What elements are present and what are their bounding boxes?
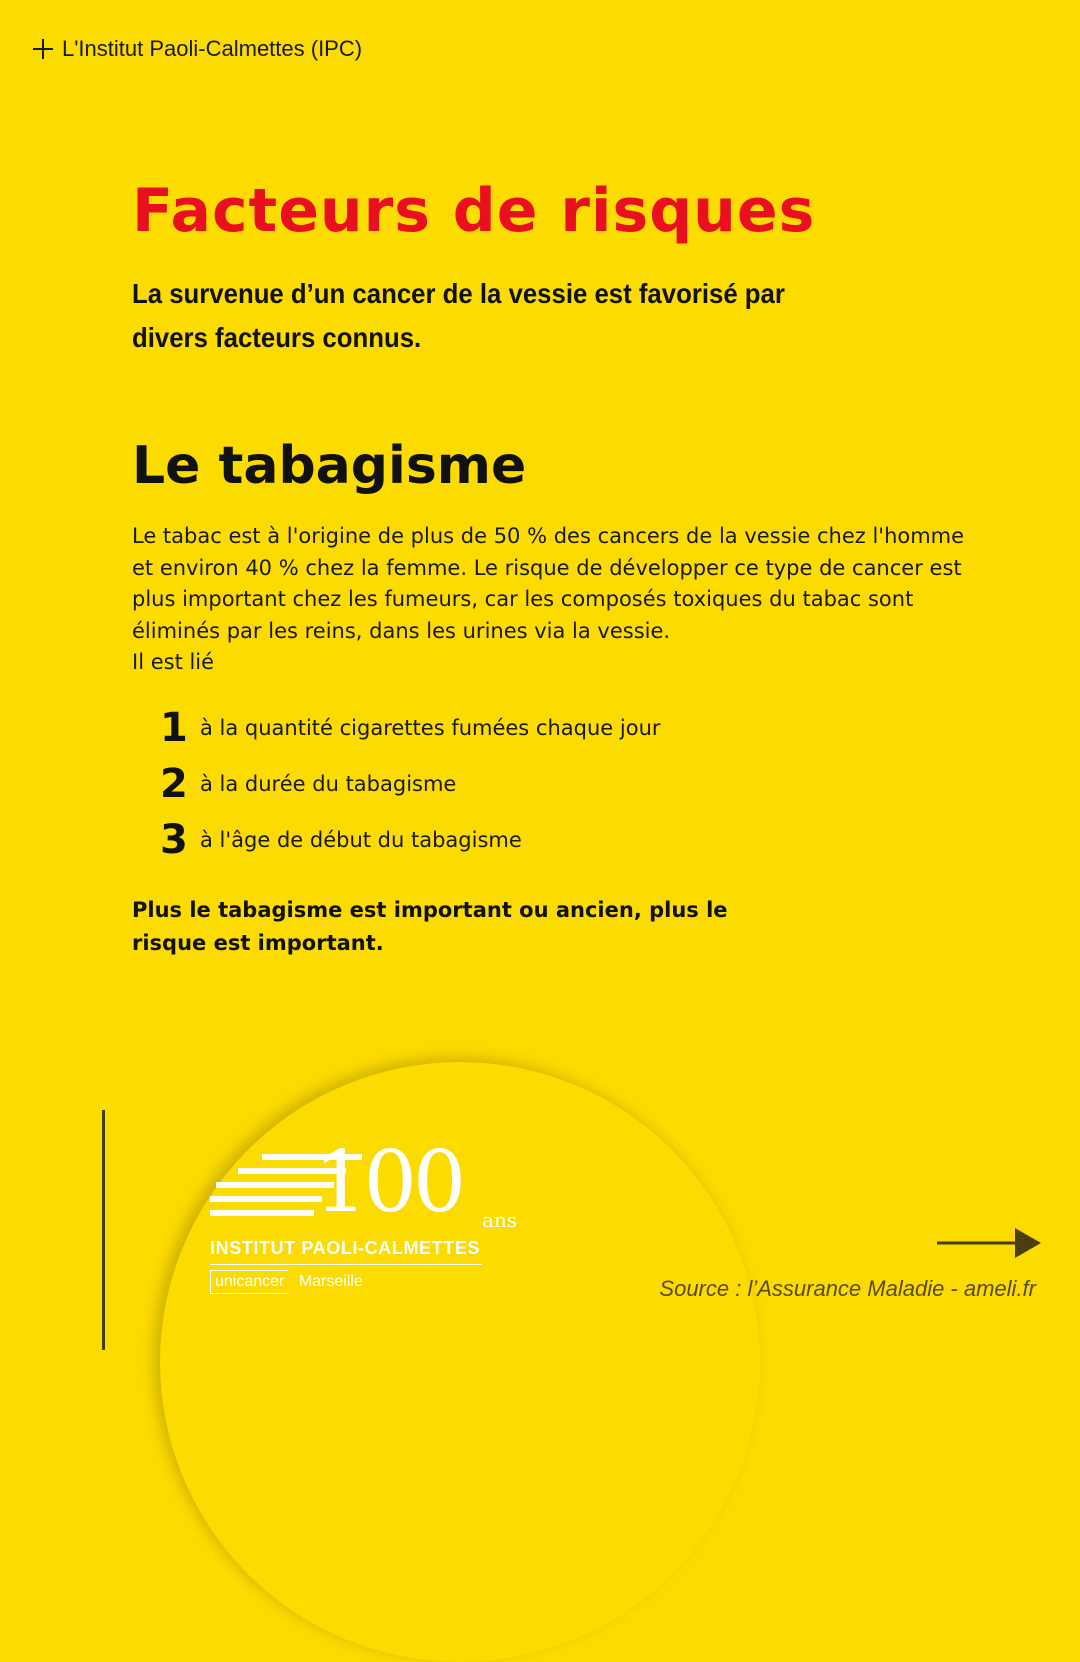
org-name: L'Institut Paoli-Calmettes (IPC) (62, 36, 363, 61)
list-item (160, 700, 661, 756)
risk-list (160, 700, 661, 868)
page-subtitle: La survenue d’un cancer de la vessie est favorisé par divers facteurs connus. (132, 278, 785, 353)
paragraph-text: Le tabac est à l'origine de plus de 50 % des cancers de la vessie chez l'homme et environ 40 % chez la femme. Le risque de développer ce type de cancer est plus important chez les fumeurs, car les composés toxiques du tabac sont éliminés par les reins, dans les urines via la vessie. (132, 524, 965, 643)
logo-network: unicancer (210, 1270, 288, 1294)
list-number: 1 (160, 705, 188, 751)
list-number: 3 (160, 817, 188, 863)
logo-city: Marseille (298, 1273, 363, 1290)
list-item (160, 756, 661, 812)
conclusion-text: Plus le tabagisme est important ou ancien, plus le risque est important. (132, 898, 728, 955)
ipc-100-logo (210, 1133, 540, 1310)
plus-icon (32, 38, 54, 60)
paragraph-lead: Il est lié (132, 650, 215, 674)
logo-hundred: 100 (314, 1133, 463, 1231)
source-text: Source : l’Assurance Maladie - ameli.fr (659, 1276, 1036, 1301)
arrow-right-icon[interactable] (937, 1226, 1041, 1260)
logo-name: INSTITUT PAOLI-CALMETTES (210, 1238, 481, 1258)
list-item (160, 812, 661, 868)
page-title: Facteurs de risques (132, 176, 816, 246)
section-heading: Le tabagisme (132, 436, 527, 496)
divider-line (102, 1110, 105, 1350)
list-text: à la durée du tabagisme (200, 772, 457, 796)
logo-ans: ans (482, 1208, 518, 1232)
list-text: à la quantité cigarettes fumées chaque jour (200, 716, 661, 740)
list-text: à l'âge de début du tabagisme (200, 828, 522, 852)
logo-subline (210, 1270, 363, 1294)
list-number: 2 (160, 761, 188, 807)
logo-separator (210, 1264, 482, 1265)
section-paragraph (132, 521, 972, 679)
header (32, 36, 362, 62)
